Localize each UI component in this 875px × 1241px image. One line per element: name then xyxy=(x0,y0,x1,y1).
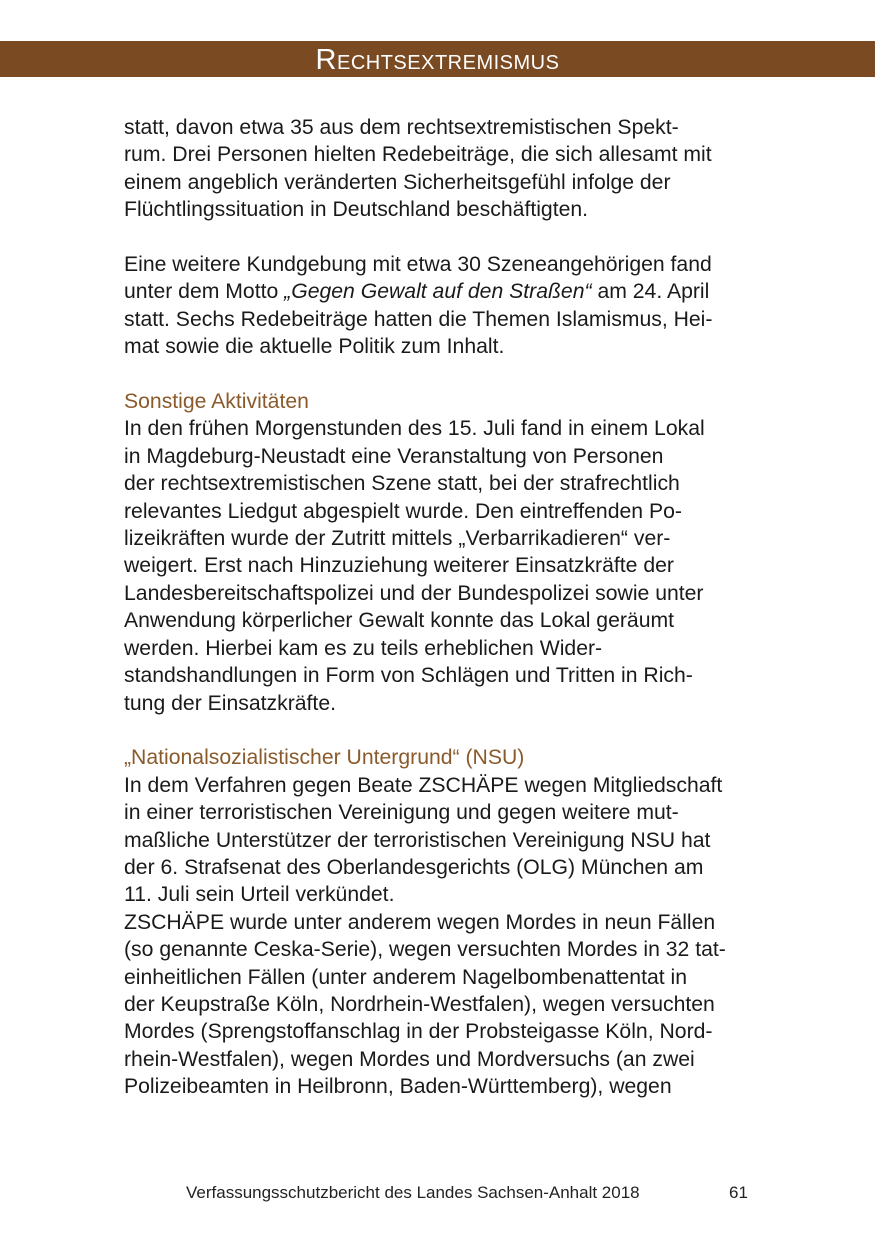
text-line: statt, davon etwa 35 aus dem rechtsextremistischen Spekt- xyxy=(124,116,679,139)
text-line: Mordes (Sprengstoffanschlag in der Probsteigasse Köln, Nord- xyxy=(124,1020,713,1044)
paragraph-3 xyxy=(124,415,754,716)
text-run: am 24. April xyxy=(591,280,710,304)
text-line: mat sowie die aktuelle Politik zum Inhalt. xyxy=(124,335,505,359)
text-line: einheitlichen Fällen (unter anderem Nagelbombenattentat in xyxy=(124,965,687,989)
text-line: In den frühen Morgenstunden des 15. Juli fand in einem Lokal xyxy=(124,417,705,441)
chapter-title: Rechtsextremismus xyxy=(315,44,560,76)
text-line: relevantes Liedgut abgespielt wurde. Den eintreffenden Po- xyxy=(124,499,682,523)
text-line: standshandlungen in Form von Schlägen und Tritten in Rich- xyxy=(124,664,693,688)
paragraph-1 xyxy=(124,114,754,224)
text-line: Anwendung körperlicher Gewalt konnte das Lokal geräumt xyxy=(124,609,675,633)
text-line: rum. Drei Personen hielten Redebeiträge, die sich allesamt mit xyxy=(124,143,712,167)
text-line: Eine weitere Kundgebung mit etwa 30 Szeneangehörigen fand xyxy=(124,253,712,277)
text-line: ZSCHÄPE wurde unter anderem wegen Mordes in neun Fällen xyxy=(124,910,716,934)
text-line: in einer terroristischen Vereinigung und gegen weitere mut- xyxy=(124,801,679,825)
chapter-header-bar xyxy=(0,41,875,77)
page-body xyxy=(124,114,754,1101)
paragraph-4 xyxy=(124,772,754,1101)
section-heading-nsu: „Nationalsozialistischer Untergrund“ (NSU) xyxy=(124,746,525,770)
text-run: unter dem Motto xyxy=(124,280,285,304)
footer-publication-title: Verfassungsschutzbericht des Landes Sachsen-Anhalt 2018 xyxy=(186,1183,640,1202)
text-line: werden. Hierbei kam es zu teils erheblichen Wider- xyxy=(124,636,603,660)
text-line: maßliche Unterstützer der terroristischen Vereinigung NSU hat xyxy=(124,828,711,852)
text-line: der rechtsextremistischen Szene statt, bei der strafrechtlich xyxy=(124,472,680,496)
text-line: in Magdeburg-Neustadt eine Veranstaltung von Personen xyxy=(124,444,664,468)
text-line: Polizeibeamten in Heilbronn, Baden-Württemberg), wegen xyxy=(124,1075,672,1099)
text-line: der Keupstraße Köln, Nordrhein-Westfalen), wegen versuchten xyxy=(124,992,715,1016)
paragraph-2 xyxy=(124,251,754,361)
text-line xyxy=(124,278,754,305)
text-line: lizeikräften wurde der Zutritt mittels „Verbarrikadieren“ ver- xyxy=(124,527,671,551)
text-line: In dem Verfahren gegen Beate ZSCHÄPE wegen Mitgliedschaft xyxy=(124,773,723,797)
text-line: 11. Juli sein Urteil verkündet. xyxy=(124,883,395,907)
text-line: der 6. Strafsenat des Oberlandesgerichts (OLG) München am xyxy=(124,855,704,879)
text-line: Flüchtlingssituation in Deutschland beschäftigten. xyxy=(124,198,589,222)
text-line: statt. Sechs Redebeiträge hatten die Themen Islamismus, Hei- xyxy=(124,307,713,331)
text-line: rhein-Westfalen), wegen Mordes und Mordversuchs (an zwei xyxy=(124,1047,695,1071)
motto-quote: „Gegen Gewalt auf den Straßen“ xyxy=(284,280,592,304)
text-line: weigert. Erst nach Hinzuziehung weiterer Einsatzkräfte der xyxy=(124,554,674,578)
text-line: tung der Einsatzkräfte. xyxy=(124,691,336,715)
page-number: 61 xyxy=(729,1183,748,1202)
section-heading-sonstige: Sonstige Aktivitäten xyxy=(124,390,309,414)
text-line: Landesbereitschaftspolizei und der Bundespolizei sowie unter xyxy=(124,581,704,605)
text-line: (so genannte Ceska-Serie), wegen versuchten Mordes in 32 tat- xyxy=(124,938,726,962)
text-line: einem angeblich veränderten Sicherheitsgefühl infolge der xyxy=(124,170,671,194)
